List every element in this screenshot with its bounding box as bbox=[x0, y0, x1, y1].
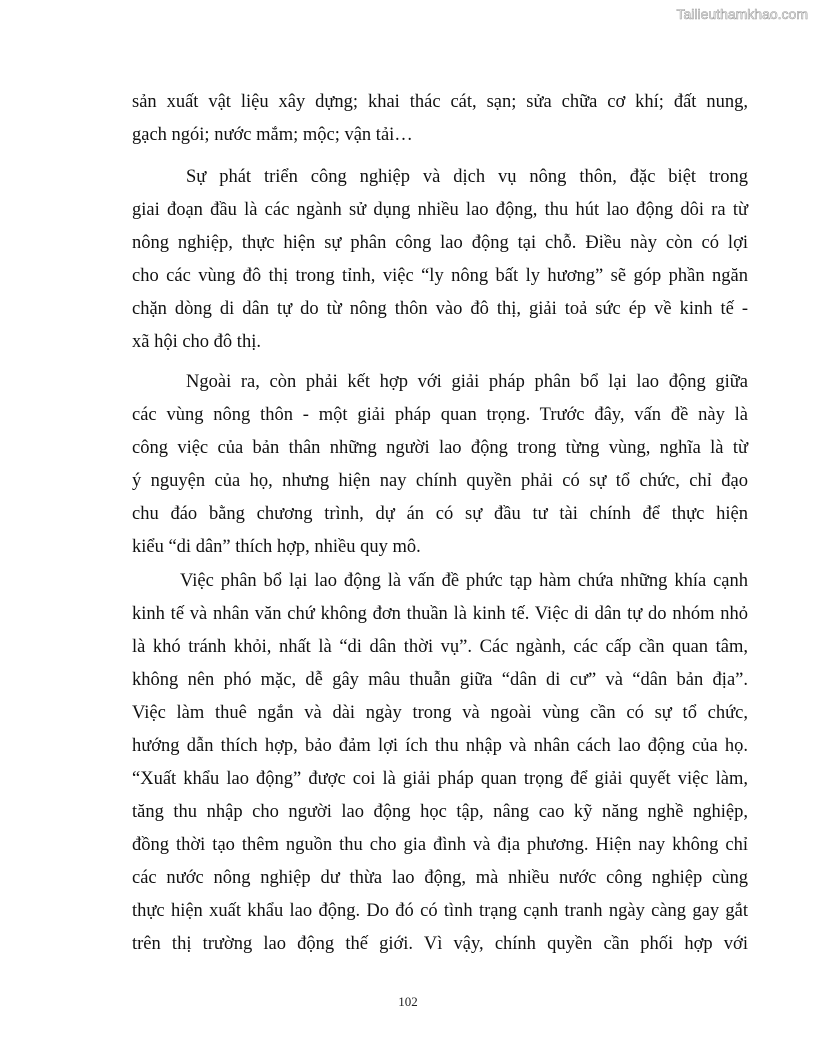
page-number: 102 bbox=[398, 994, 418, 1009]
text-line: ý nguyện của họ, nhưng hiện nay chính quyền phải có sự tổ chức, chỉ đạo bbox=[132, 471, 748, 491]
text-line: chu đáo bằng chương trình, dự án có sự đầu tư tài chính để thực hiện bbox=[132, 504, 748, 524]
watermark-text: Tailieuthamkhao.com bbox=[676, 6, 808, 22]
text-line: Sự phát triển công nghiệp và dịch vụ nông thôn, đặc biệt trong bbox=[186, 167, 748, 187]
text-line: Việc làm thuê ngắn và dài ngày trong và ngoài vùng cần có sự tổ chức, bbox=[132, 703, 748, 723]
text-line: sản xuất vật liệu xây dựng; khai thác cát, sạn; sửa chữa cơ khí; đất nung, bbox=[132, 92, 748, 112]
text-line: là khó tránh khỏi, nhất là “di dân thời vụ”. Các ngành, các cấp cần quan tâm, bbox=[132, 637, 748, 657]
text-line: gạch ngói; nước mắm; mộc; vận tải… bbox=[132, 125, 413, 145]
text-line: thực hiện xuất khẩu lao động. Do đó có tình trạng cạnh tranh ngày càng gay gắt bbox=[132, 901, 748, 921]
text-line: các nước nông nghiệp dư thừa lao động, mà nhiều nước công nghiệp cùng bbox=[132, 868, 748, 888]
document-body bbox=[132, 0, 748, 980]
text-line: chặn dòng di dân tự do từ nông thôn vào đô thị, giải toả sức ép về kinh tế - bbox=[132, 299, 748, 319]
text-line: đồng thời tạo thêm nguồn thu cho gia đình và địa phương. Hiện nay không chỉ bbox=[132, 835, 748, 855]
text-line: công việc của bản thân những người lao động trong từng vùng, nghĩa là từ bbox=[132, 438, 748, 458]
text-line: Việc phân bổ lại lao động là vấn đề phức tạp hàm chứa những khía cạnh bbox=[180, 571, 748, 591]
text-line: cho các vùng đô thị trong tỉnh, việc “ly nông bất ly hương” sẽ góp phần ngăn bbox=[132, 266, 748, 286]
text-line: kinh tế và nhân văn chứ không đơn thuần là kinh tế. Việc di dân tự do nhóm nhỏ bbox=[132, 604, 748, 624]
text-line: không nên phó mặc, dễ gây mâu thuẫn giữa “dân di cư” và “dân bản địa”. bbox=[132, 670, 748, 690]
text-line: Ngoài ra, còn phải kết hợp với giải pháp phân bổ lại lao động giữa bbox=[186, 372, 748, 392]
text-line: nông nghiệp, thực hiện sự phân công lao động tại chỗ. Điều này còn có lợi bbox=[132, 233, 748, 253]
text-line: xã hội cho đô thị. bbox=[132, 332, 261, 352]
text-line: kiểu “di dân” thích hợp, nhiều quy mô. bbox=[132, 537, 421, 557]
text-line: các vùng nông thôn - một giải pháp quan trọng. Trước đây, vấn đề này là bbox=[132, 405, 748, 425]
text-line: hướng dẫn thích hợp, bảo đảm lợi ích thu nhập và nhân cách lao động của họ. bbox=[132, 736, 748, 756]
text-line: giai đoạn đầu là các ngành sử dụng nhiều lao động, thu hút lao động dôi ra từ bbox=[132, 200, 748, 220]
text-line: trên thị trường lao động thế giới. Vì vậy, chính quyền cần phối hợp với bbox=[132, 934, 748, 954]
text-line: tăng thu nhập cho người lao động học tập, nâng cao kỹ năng nghề nghiệp, bbox=[132, 802, 748, 822]
text-line: “Xuất khẩu lao động” được coi là giải pháp quan trọng để giải quyết việc làm, bbox=[132, 769, 748, 789]
